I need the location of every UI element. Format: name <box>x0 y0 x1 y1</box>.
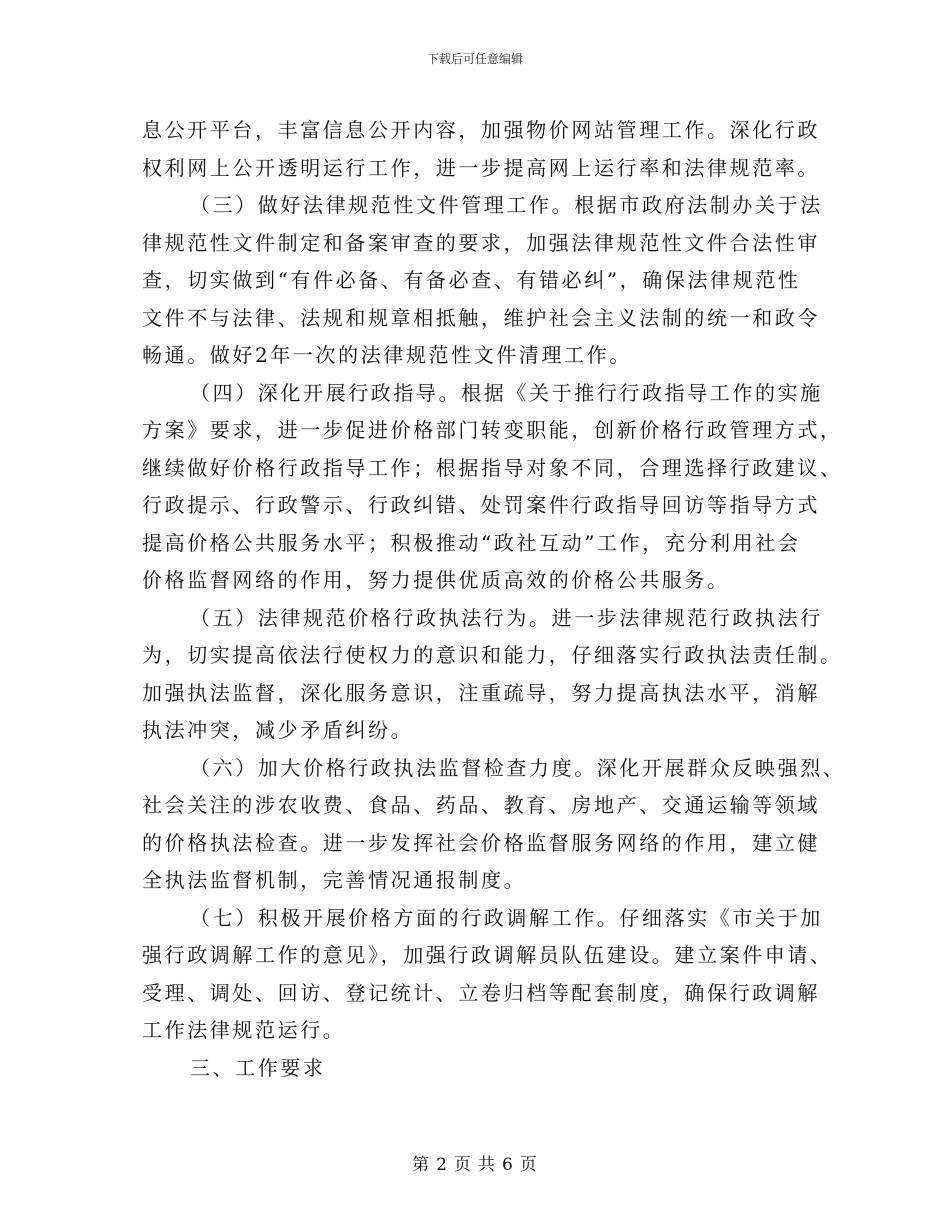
footer-ye: 页 <box>454 1155 472 1175</box>
footer-ye-2: 页 <box>519 1155 538 1175</box>
section-4-heading-line: （四）深化开展行政指导。根据《关于推行行政指导工作的实施 <box>190 380 823 405</box>
footer-di: 第 <box>412 1155 431 1175</box>
section-3-heading-line: （三）做好法律规范性文件管理工作。根据市政府法制办关于法 <box>190 193 823 217</box>
body-line-2: 权利网上公开透明运行工作，进一步提高网上运行率和法律规范率。 <box>142 155 820 180</box>
document-body <box>142 112 846 1087</box>
page-footer <box>0 1154 950 1176</box>
footer-total-pages: 6 <box>502 1155 514 1175</box>
body-line-17: 执法冲突，减少矛盾纠纷。 <box>142 718 414 742</box>
body-line-9: 方案》要求，进一步促进价格部门转变职能，创新价格行政管理方式， <box>142 418 843 442</box>
body-line-24: 受理、调处、回访、登记统计、立卷归档等配套制度，确保行政调解 <box>142 980 820 1005</box>
body-line-15: 为，切实提高依法行使权力的意识和能力，仔细落实行政执法责任制。 <box>142 643 843 667</box>
body-line-21: 全执法监督机制，完善情况通报制度。 <box>142 868 527 892</box>
section-6-heading-line: （六）加大价格行政执法监督检查力度。深化开展群众反映强烈、 <box>190 755 846 780</box>
body-line-6: 文件不与法律、法规和规章相抵触，维护社会主义法制的统一和政令 <box>142 305 820 330</box>
page-header-note: 下载后可任意编辑 <box>426 52 523 66</box>
body-line-5: 查，切实做到“有件必备、有备必查、有错必纠”，确保法律规范性 <box>142 268 801 292</box>
body-line-7: 畅通。做好2年一次的法律规范性文件清理工作。 <box>142 343 632 367</box>
footer-gong: 共 <box>478 1155 496 1175</box>
body-line-4: 律规范性文件制定和备案审查的要求，加强法律规范性文件合法性审 <box>142 230 820 255</box>
body-line-1: 息公开平台，丰富信息公开内容，加强物价网站管理工作。深化行政 <box>142 118 820 142</box>
section-7-heading-line: （七）积极开展价格方面的行政调解工作。仔细落实《市关于加 <box>190 905 823 930</box>
body-line-23: 强行政调解工作的意见》，加强行政调解员队伍建设。建立案件申请、 <box>142 943 833 967</box>
body-line-12: 提高价格公共服务水平；积极推动“政社互动”工作，充分利用社会 <box>142 530 801 555</box>
body-line-19: 社会关注的涉农收费、食品、药品、教育、房地产、交通运输等领域 <box>142 793 820 817</box>
body-line-16: 加强执法监督，深化服务意识，注重疏导，努力提高执法水平，消解 <box>142 680 820 705</box>
body-line-11: 行政提示、行政警示、行政纠错、处罚案件行政指导回访等指导方式 <box>142 493 820 517</box>
section-heading-work-requirements: 三、工作要求 <box>190 1055 326 1080</box>
body-line-10: 继续做好价格行政指导工作；根据指导对象不同，合理选择行政建议、 <box>142 455 843 480</box>
body-line-20: 的价格执法检查。进一步发挥社会价格监督服务网络的作用，建立健 <box>142 830 820 855</box>
body-line-25: 工作法律规范运行。 <box>142 1018 346 1042</box>
body-line-13: 价格监督网络的作用，努力提供优质高效的价格公共服务。 <box>142 568 730 592</box>
footer-current-page: 2 <box>436 1155 448 1175</box>
section-5-heading-line: （五）法律规范价格行政执法行为。进一步法律规范行政执法行 <box>190 605 823 630</box>
